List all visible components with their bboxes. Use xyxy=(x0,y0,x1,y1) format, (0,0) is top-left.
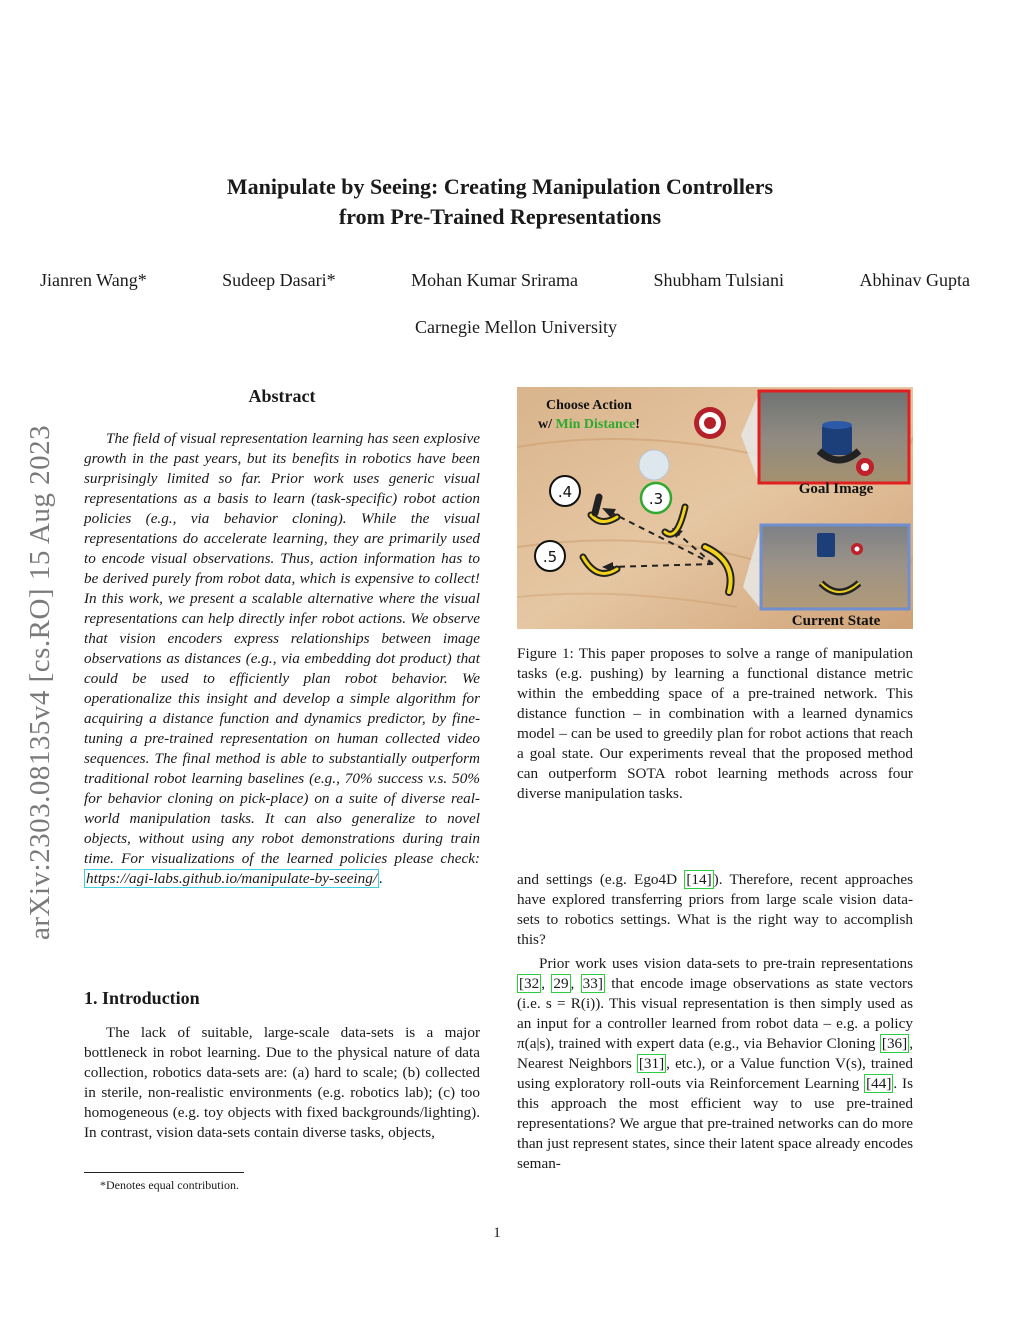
text-run: , etc.), or a Value function V(s), trained using exploratory roll-outs via Reinforcement Learning xyxy=(517,1055,914,1092)
author: Abhinav Gupta xyxy=(859,270,970,290)
citation-link[interactable]: 29 xyxy=(553,975,569,992)
ball-object xyxy=(639,450,669,480)
author-list xyxy=(40,270,970,291)
citation-link[interactable]: [44] xyxy=(866,1075,892,1092)
footnote: *Denotes equal contribution. xyxy=(100,1178,239,1192)
figure-1-caption: Figure 1: This paper proposes to solve a range of manipulation tasks (e.g. pushing) by learning a functional distance metric within the embedding space of a pre-trained network. This distance function – in combination with a learned dynamics model – can be used to greedily plan for robot actions that reach a goal state. Our experiments reveal that the proposed method can outperform SOTA robot learning methods across four diverse manipulation tasks. xyxy=(517,645,913,802)
svg-text:.5: .5 xyxy=(542,548,558,566)
svg-text:.4: .4 xyxy=(557,483,573,501)
choose-w: w/ xyxy=(538,417,556,432)
goal-image-label: Goal Image xyxy=(798,481,874,497)
page-number: 1 xyxy=(493,1225,501,1241)
section-heading-introduction: 1. Introduction xyxy=(84,988,200,1008)
author: Shubham Tulsiani xyxy=(653,270,785,290)
text-run: Prior work uses vision data-sets to pre-train representations xyxy=(539,955,913,972)
introduction-paragraph: The lack of suitable, large-scale data-sets is a major bottleneck in robot learning. Due to the physical nature of data collection, robotics data-sets are: (a) hard to scale; (b) collected in sterile, non-realistic environments (e.g. robotics lab); (c) too homogeneous (e.g. toy objects with fixed backgrounds/lighting). In contrast, vision data-sets contain diverse tasks, objects, xyxy=(84,1024,480,1141)
project-link[interactable]: https://agi-labs.github.io/manipulate-by-seeing/ xyxy=(86,870,378,887)
title-line-1: Manipulate by Seeing: Creating Manipulation Controllers xyxy=(226,174,774,199)
goal-image xyxy=(759,391,909,483)
min-distance: Min Distance xyxy=(555,417,636,432)
title-line-2: from Pre-Trained Representations xyxy=(338,204,662,229)
svg-text:.3: .3 xyxy=(648,490,664,508)
citation-link[interactable]: [32 xyxy=(519,975,540,992)
author: Mohan Kumar Srirama xyxy=(411,270,579,290)
paper-title xyxy=(0,172,1000,232)
choose-action-label: Choose Action xyxy=(546,398,632,413)
figure-1-illustration xyxy=(517,387,913,629)
affiliation: Carnegie Mellon University xyxy=(415,317,617,337)
text-run: that encode image observations as state vectors (i.e. s = R(i)). This visual representation is then simply used as an input for a controller learned from robot data – e.g. a policy π(a|s), trained with expert data (e.g., via Behavior Cloning xyxy=(517,975,914,1052)
author: Jianren Wang* xyxy=(40,270,147,290)
author: Sudeep Dasari* xyxy=(222,270,336,290)
abstract-text: The field of visual representation learning has seen explosive growth in the past years, but its benefits in robotics have been surprisingly limited so far. Prior work uses generic visual representations as a basis to learn (task-specific) robot action policies (e.g., via behavior cloning). While the visual representations do accelerate learning, they are primarily used to encode visual observations. Thus, action information has to be derived purely from robot data, which is expensive to collect! In this work, we present a scalable alternative where the visual representations can help directly infer robot actions. We observe that vision encoders express relationships between image observations as distances (e.g., via embedding dot product) that could be used to efficiently plan robot behavior. We operationalize this insight and develop a simple algorithm for acquiring a distance function and dynamics predictor, by fine-tuning a pre-trained representation on human collected video sequences. The final method is able to substantially outperform traditional robot learning baselines (e.g., 70% success v.s. 50% for behavior cloning on pick-place) on a suite of diverse real-world manipulation tasks. It can also generalize to novel objects, without using any robot demonstrations during train time. For visualizations of the learned policies please check: xyxy=(84,430,480,867)
abstract-body: The field of visual representation learning has seen explosive growth in the past years, but its benefits in robotics have been surprisingly limited so far. Prior work uses generic visual representations as a basis to learn (task-specific) robot action policies (e.g., via behavior cloning). While the visual representations do accelerate learning, they are primarily used to encode visual observations. Thus, action information has to be derived purely from robot data, which is expensive to collect! In this work, we present a scalable alternative where the visual representations can help directly infer robot actions. We observe that vision encoders express relationships between image observations as distances (e.g., via embedding dot product) that could be used to efficiently plan robot behavior. We operationalize this insight and develop a simple algorithm for acquiring a distance function and dynamics predictor, by fine-tuning a pre-trained representation on human collected video sequences. The final method is able to substantially outperform traditional robot learning baselines (e.g., 70% success v.s. 50% for behavior cloning on pick-place) on a suite of diverse real-world manipulation tasks. It can also generalize to novel objects, without using any robot demonstrations during train time. For visualizations of the learned policies please check: https://agi-labs.github.io/manipulate-by-seeing/ . xyxy=(84,430,480,887)
text-run: and settings (e.g. Ego4D xyxy=(517,871,685,888)
current-state-image xyxy=(761,525,909,609)
choose-excl: ! xyxy=(635,417,640,432)
distance-bubble xyxy=(550,476,580,506)
figure-1 xyxy=(517,387,913,629)
abstract-heading: Abstract xyxy=(248,386,316,406)
text-run: , Nearest Neighbors xyxy=(517,1035,913,1072)
distance-bubble-min xyxy=(641,483,671,513)
citation-link[interactable]: 33] xyxy=(582,975,603,992)
text-run: . Is this approach the most efficient way to use pre-trained representations? We argue that pre-trained networks can do more than just represent states, since their latent space already encodes seman- xyxy=(517,1075,914,1172)
citation-link[interactable]: [14] xyxy=(686,871,712,888)
distance-bubble xyxy=(535,541,565,571)
min-distance-label xyxy=(538,417,640,432)
citation-link[interactable]: [31] xyxy=(638,1055,665,1072)
citation-link[interactable]: [36] xyxy=(881,1035,908,1052)
arxiv-identifier: arXiv:2303.08135v4 [cs.RO] 15 Aug 2023 xyxy=(24,424,56,940)
right-column-paragraph-2: Prior work uses vision data-sets to pre-train representations [32 , 29 , 33] that encode image observations as state vectors (i.e. s = R(i)). This visual representation is then simply used as an input for a controller learned from robot data – e.g. a policy π(a|s), trained with expert data (e.g., via Behavior Cloning [36] , Nearest Neighbors [31] , etc.), or a Value function V(s), trained using exploratory roll-outs via Reinforcement Learning [44] . Is this approach the most efficient way to use pre-trained representations? We argue that pre-trained networks can do more than just represent states, since their latent space already encodes seman- xyxy=(517,955,914,1172)
footnote-rule xyxy=(84,1172,244,1173)
target-icon xyxy=(694,407,726,439)
text-run: ). Therefore, recent approaches have explored transferring priors from large scale vision data-sets to robotics settings. What is the right way to accomplish this? xyxy=(517,871,914,948)
right-column-paragraph-1 xyxy=(517,870,913,950)
current-state-label: Current State xyxy=(791,613,881,629)
